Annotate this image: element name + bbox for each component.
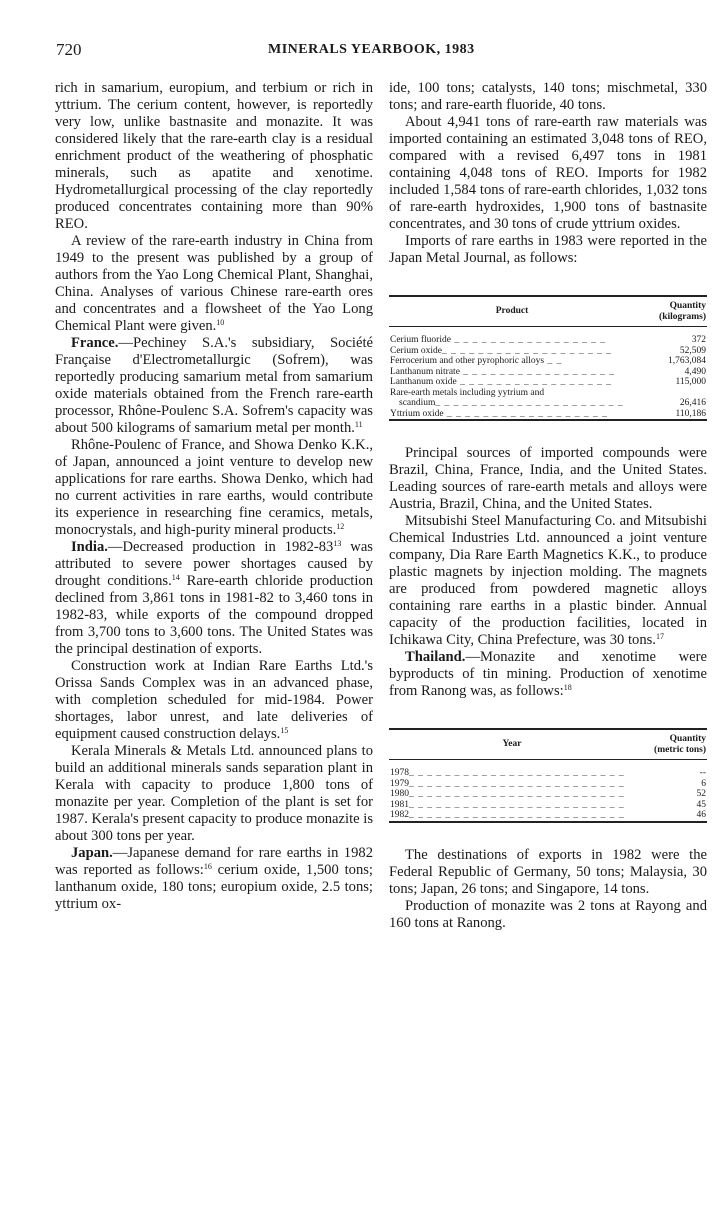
table-header-product: Product: [495, 306, 529, 317]
footnote-ref: 10: [216, 318, 225, 327]
paragraph: About 4,941 tons of rare-earth raw materials was imported containing an estimated 3,048 tons of REO, compared with a revised 6,497 tons in 1981 containing 4,048 tons of REO. Imports for 1982 included 1,584 tons of rare-earth chlorides, 1,032 tons of rare-earth hydroxides, 1,900 tons of bastnasite concentrates, and 30 tons of crude yttrium oxides.: [389, 114, 707, 232]
table-row: Rare-earth metals including yytrium and: [390, 387, 545, 398]
table-row: Yttrium oxide _ _ _ _ _ _ _ _ _ _ _ _ _ _ _ _ _ _ 110,186: [390, 408, 706, 419]
paragraph: Principal sources of imported compounds were Brazil, China, France, India, and the United States. Leading sources of rare-earth metals and alloys were Austria, Brazil, China, and the United States.: [389, 445, 707, 512]
paragraph-france: France.—Pechiney S.A.'s subsidiary, Société Française d'Electrometallurgic (Sofrem), was reportedly producing samarium metal from samarium oxide materials obtained from the French rare-earth processor, Rhône-Poulenc S.A. Sofrem's capacity was about 500 kilograms of samarium metal per month.$^{11}$: [55, 335, 373, 436]
footnote-ref: 13: [333, 539, 342, 548]
table-header-quantity: Quantity (kilograms): [659, 301, 706, 322]
table-row: 1978_ _ _ _ _ _ _ _ _ _ _ _ _ _ _ _ _ _ _ _ _ _ _ _ --: [390, 768, 706, 778]
footnote-ref: 11: [354, 420, 363, 429]
paragraph-india: India.—Decreased production in $1982-83^{13}$ was attributed to severe power shortages caused by drought conditions.$^{14}$ Rare-earth chloride production declined from 3,861 tons in 1981-82 to 3,460 tons in 1982-83, while exports of the compound dropped from 3,700 tons to 3,600 tons. The United States was the principal destination of exports.: [55, 539, 373, 657]
footnote-ref: 14: [171, 573, 180, 582]
table-row: 1982_ _ _ _ _ _ _ _ _ _ _ _ _ _ _ _ _ _ _ _ _ _ _ _ 46: [390, 810, 706, 820]
table-row: scandium_ _ _ _ _ _ _ _ _ _ _ _ _ _ _ _ _ _ _ _ _ 26,416: [399, 398, 706, 408]
imports-table: [389, 295, 707, 439]
page-number: 720: [56, 40, 82, 59]
footnote-ref: 15: [280, 726, 289, 735]
paragraph: Kerala Minerals & Metals Ltd. announced plans to build an additional minerals sands separation plant in Kerala with capacity to produce 1,800 tons of monazite per year. Completion of the plant is set for 1987. Kerala's present capacity to produce monazite is about 300 tons per year.: [55, 743, 373, 844]
paragraph: Construction work at Indian Rare Earths Ltd.'s Orissa Sands Complex was in an advanced phase, with completion scheduled for mid-1984. Power shortages, labor unrest, and late deliveries of equipment caused construction delays.$^{15}$: [55, 658, 373, 742]
table-row: Ferrocerium and other pyrophoric alloys _ _ 1,763,084: [390, 356, 706, 366]
paragraph: Rhône-Poulenc of France, and Showa Denko K.K., of Japan, announced a joint venture to develop new applications for rare earths. Showa Denko, which had no current activities in rare earths, would contribute its experience in researching fine ceramics, metals, monocrystals, and high-purity mineral products.$^{12}$: [55, 437, 373, 538]
table-row: Lanthanum oxide _ _ _ _ _ _ _ _ _ _ _ _ _ _ _ _ _ 115,000: [390, 377, 706, 387]
table-row: Cerium oxide_ _ _ _ _ _ _ _ _ _ _ _ _ _ _ _ _ _ _ 52,509: [390, 345, 706, 356]
paragraph: rich in samarium, europium, and terbium or rich in yttrium. The cerium content, however, is reportedly very low, unlike bastnasite and monazite. It was considered likely that the rare-earth clay is a residual enrichment product of the weathering of phosphatic minerals, such as apatite and xenotime. Hydrometallurgical processing of the clay reportedly produced concentrates containing more than 90% REO.: [55, 80, 373, 232]
table-row: Cerium fluoride _ _ _ _ _ _ _ _ _ _ _ _ _ _ _ _ _ 372: [390, 335, 706, 345]
footnote-ref: 17: [655, 632, 664, 641]
table-row: 1979_ _ _ _ _ _ _ _ _ _ _ _ _ _ _ _ _ _ _ _ _ _ _ _ 6: [390, 778, 706, 789]
right-column: [389, 80, 707, 932]
paragraph: A review of the rare-earth industry in China from 1949 to the present was published by a group of authors from the Yao Long Chemical Plant, Shanghai, China. Analyses of various Chinese rare-earth ores and concentrates and a flowsheet of the Yao Long Chemical Plant were given.$^{10}$: [55, 233, 373, 334]
running-head: MINERALS YEARBOOK, 1983: [268, 42, 475, 57]
footnote-ref: 12: [336, 522, 345, 531]
table-header-quantity: Quantity (metric tons): [654, 734, 706, 755]
table-row: Lanthanum nitrate _ _ _ _ _ _ _ _ _ _ _ _ _ _ _ _ _ 4,490: [390, 366, 706, 377]
footnote-ref: 16: [203, 862, 212, 871]
left-column: [55, 80, 373, 913]
section-runin-japan: Japan.: [71, 845, 113, 861]
paragraph-japan: Japan.—Japanese demand for rare earths in 1982 was reported as follows:$^{16}$ cerium oxide, 1,500 tons; lanthanum oxide, 180 tons; europium oxide, 2.5 tons; yttrium ox-: [55, 845, 373, 912]
paragraph: Mitsubishi Steel Manufacturing Co. and Mitsubishi Chemical Industries Ltd. announced a joint venture company, Dia Rare Earth Magnetics K.K., to produce plastic magnets by injection molding. The magnets are produced from powdered magnetic alloys containing rare earths in a plastic binder. Annual capacity of the production facilities, located in Ichikawa City, China Prefecture, was 30 tons.$^{17}$: [389, 513, 707, 648]
section-runin-india: India.: [71, 539, 108, 555]
paragraph: The destinations of exports in 1982 were the Federal Republic of Germany, 50 tons; Malaysia, 30 tons; Japan, 26 tons; and Singapore, 14 tons.: [389, 846, 707, 897]
paragraph: Production of monazite was 2 tons at Rayong and 160 tons at Ranong.: [389, 897, 707, 931]
footnote-ref: 18: [563, 683, 572, 692]
paragraph: Imports of rare earths in 1983 were reported in the Japan Metal Journal, as follows:: [389, 233, 707, 266]
xenotime-table: [389, 728, 707, 841]
paragraph: ide, 100 tons; catalysts, 140 tons; mischmetal, 330 tons; and rare-earth fluoride, 40 tons.: [389, 80, 707, 113]
section-runin-thailand: Thailand.: [405, 649, 466, 665]
table-row: 1980_ _ _ _ _ _ _ _ _ _ _ _ _ _ _ _ _ _ _ _ _ _ _ _ 52: [390, 789, 706, 799]
table-row: 1981_ _ _ _ _ _ _ _ _ _ _ _ _ _ _ _ _ _ _ _ _ _ _ _ 45: [390, 799, 706, 810]
paragraph-thailand: Thailand.—Monazite and xenotime were byproducts of tin mining. Production of xenotime from Ranong was, as follows:$^{18}$: [389, 649, 707, 699]
section-runin-france: France.: [71, 335, 119, 351]
table-header-year: Year: [502, 739, 522, 750]
